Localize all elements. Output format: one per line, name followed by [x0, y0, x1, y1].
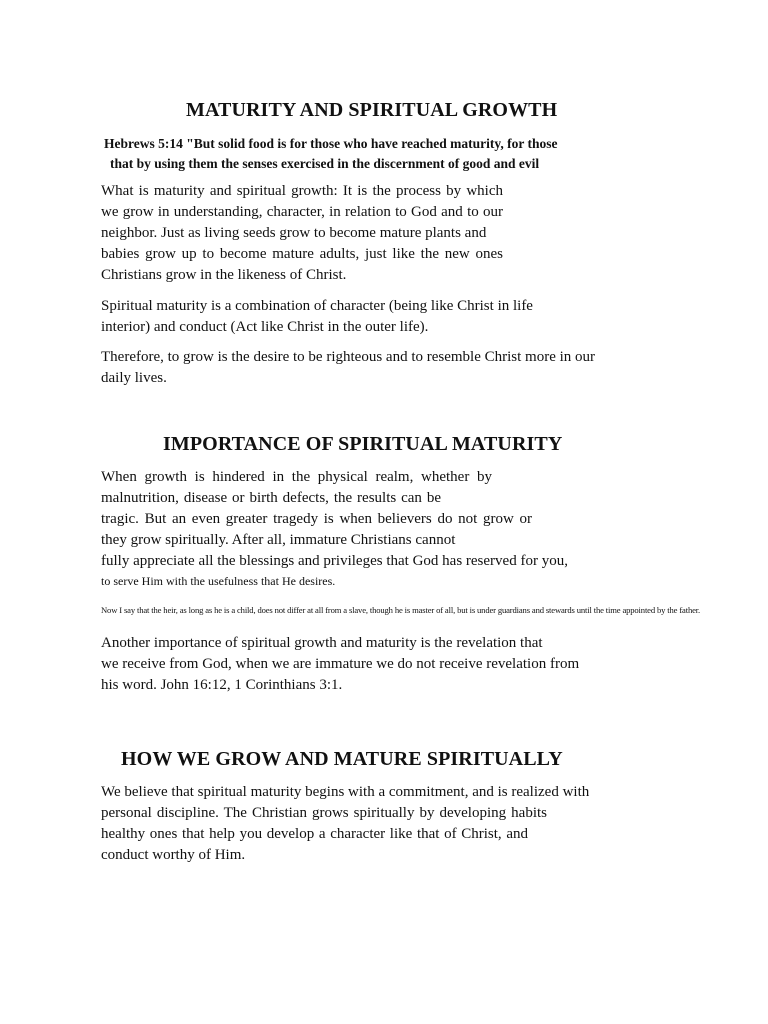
paragraph-line: tragic. But an even greater tragedy is when believers do not grow or [101, 511, 532, 527]
section-title-maturity: MATURITY AND SPIRITUAL GROWTH [186, 99, 558, 121]
paragraph-line: Spiritual maturity is a combination of character (being like Christ in life [101, 298, 533, 314]
paragraph-line: healthy ones that help you develop a character like that of Christ, and [101, 826, 528, 842]
paragraph-line: they grow spiritually. After all, immature Christians cannot [101, 532, 456, 548]
paragraph-line: Another importance of spiritual growth and maturity is the revelation that [101, 635, 543, 651]
paragraph-line: Christians grow in the likeness of Christ. [101, 267, 347, 283]
paragraph-line: his word. John 16:12, 1 Corinthians 3:1. [101, 677, 343, 693]
small-text-line: to serve Him with the usefulness that He desires. [101, 574, 336, 588]
paragraph-line: neighbor. Just as living seeds grow to become mature plants and [101, 225, 487, 241]
paragraph-line: interior) and conduct (Act like Christ in the outer life). [101, 319, 429, 335]
paragraph-line: Therefore, to grow is the desire to be righteous and to resemble Christ more in our [101, 349, 596, 365]
paragraph-line: We believe that spiritual maturity begins with a commitment, and is realized with [101, 784, 590, 800]
tiny-scripture-line: Now I say that the heir, as long as he is a child, does not differ at all from a slave, though he is master of all, but is under guardians and stewards until the time appointed by the father. [101, 605, 700, 615]
paragraph-line: malnutrition, disease or birth defects, the results can be [101, 490, 441, 506]
paragraph-line: When growth is hindered in the physical realm, whether by [101, 469, 492, 485]
paragraph-line: personal discipline. The Christian grows spiritually by developing habits [101, 805, 547, 821]
section-title-how-we-grow: HOW WE GROW AND MATURE SPIRITUALLY [121, 748, 563, 770]
paragraph-line: What is maturity and spiritual growth: It is the process by which [101, 183, 503, 199]
paragraph-line: we grow in understanding, character, in relation to God and to our [101, 204, 503, 220]
section-title-importance: IMPORTANCE OF SPIRITUAL MATURITY [163, 433, 563, 455]
paragraph-line: babies grow up to become mature adults, just like the new ones [101, 246, 503, 262]
paragraph-line: conduct worthy of Him. [101, 847, 246, 863]
paragraph-line: daily lives. [101, 370, 167, 386]
paragraph-line: we receive from God, when we are immature we do not receive revelation from [101, 656, 580, 672]
scripture-quote-line: that by using them the senses exercised in the discernment of good and evil [110, 156, 540, 171]
scripture-quote-line: Hebrews 5:14 "But solid food is for those who have reached maturity, for those [104, 136, 558, 151]
paragraph-line: fully appreciate all the blessings and privileges that God has reserved for you, [101, 553, 568, 569]
